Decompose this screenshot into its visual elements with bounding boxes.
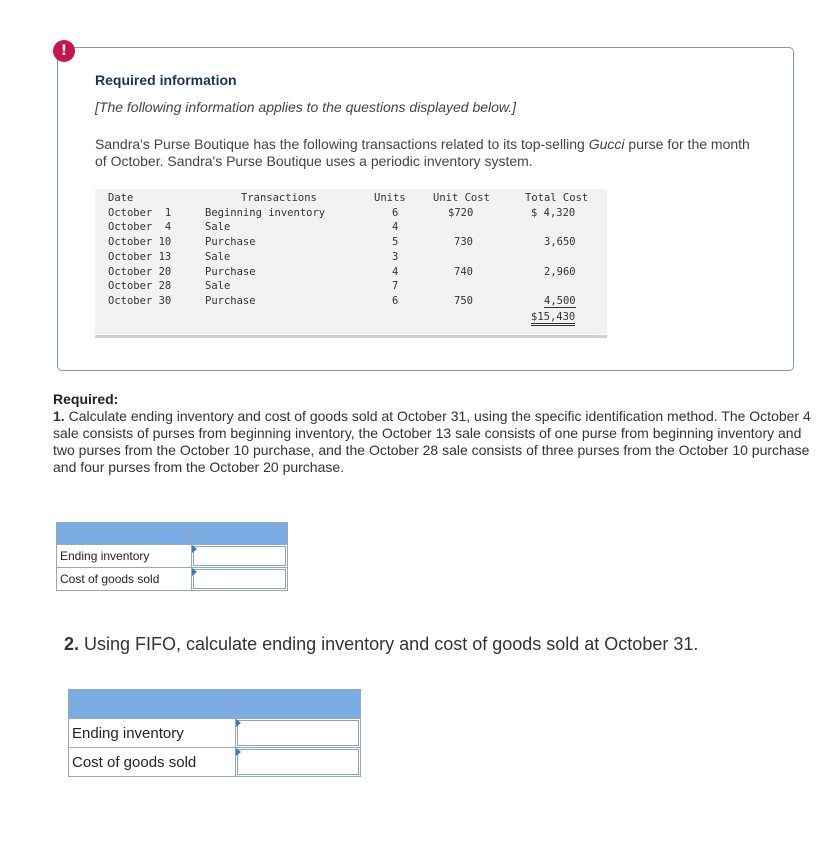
question-1-text: Calculate ending inventory and cost of goods sold at October 31, using the specific identification method. The October 4 sale consists of purses from beginning inventory, the October 13 sale consists of one purse from beginning inventory and two purses from the October 10 purchase, and the October 28 sale consists of three purses from the October 10 purchase and four purses from the October 20 purchase. — [53, 408, 811, 475]
row-date: October 30 — [108, 295, 172, 307]
row-unit-cost: 750 — [454, 295, 473, 307]
row-date: October 10 — [108, 236, 172, 248]
answer-header-cell — [192, 523, 288, 545]
row-units: 3 — [392, 251, 399, 263]
question-1 — [53, 408, 813, 476]
alert-icon: ! — [53, 40, 75, 62]
row-unit-cost: 730 — [454, 236, 473, 248]
row-units: 6 — [392, 295, 399, 307]
desc-text-b: purse for the month of October. Sandra's Purse Boutique uses a periodic inventory system. — [95, 136, 750, 169]
header-units: Units — [374, 192, 406, 204]
row-units: 6 — [392, 207, 399, 219]
header-total-cost: Total Cost — [525, 192, 589, 204]
header-transactions: Transactions — [241, 192, 317, 204]
cost-of-goods-sold-input[interactable] — [192, 568, 288, 591]
row-transaction: Sale — [205, 251, 231, 263]
row-units: 4 — [392, 266, 399, 278]
answer-header-cell — [57, 523, 192, 545]
cost-of-goods-sold-label: Cost of goods sold — [69, 748, 236, 777]
row-date: October 20 — [108, 266, 172, 278]
row-transaction: Purchase — [205, 236, 256, 248]
question-2-number: 2. — [64, 634, 80, 654]
info-description — [95, 136, 755, 170]
grand-total: $15,430 — [531, 311, 575, 326]
info-subtitle: [The following information applies to the questions displayed below.] — [95, 99, 517, 115]
question-2-text: Using FIFO, calculate ending inventory and cost of goods sold at October 31. — [79, 634, 699, 654]
question-2 — [64, 634, 698, 655]
cost-of-goods-sold-label: Cost of goods sold — [57, 568, 192, 591]
row-transaction: Purchase — [205, 295, 256, 307]
desc-brand: Gucci — [588, 136, 625, 152]
row-total: 4,500 — [544, 295, 576, 307]
row-date: October 28 — [108, 280, 172, 292]
row-transaction: Beginning inventory — [205, 207, 326, 219]
row-transaction: Sale — [205, 221, 231, 233]
row-date: October 4 — [108, 221, 172, 233]
row-units: 4 — [392, 221, 399, 233]
header-unit-cost: Unit Cost — [433, 192, 490, 204]
header-date: Date — [108, 192, 134, 204]
answer-header-cell — [236, 690, 361, 719]
row-transaction: Sale — [205, 280, 231, 292]
row-units: 7 — [392, 280, 399, 292]
answer-header-cell — [69, 690, 236, 719]
row-total: 2,960 — [544, 266, 576, 278]
ending-inventory-input[interactable] — [192, 545, 288, 568]
row-units: 5 — [392, 236, 399, 248]
ending-inventory-label: Ending inventory — [69, 719, 236, 748]
answer-table-1 — [56, 522, 288, 591]
transactions-table — [95, 189, 607, 334]
row-total: $ 4,320 — [531, 207, 576, 219]
table-bottom-rule — [95, 335, 607, 338]
question-1-number: 1. — [53, 408, 65, 424]
row-transaction: Purchase — [205, 266, 256, 278]
ending-inventory-input[interactable] — [236, 719, 361, 748]
ending-inventory-label: Ending inventory — [57, 545, 192, 568]
cost-of-goods-sold-input[interactable] — [236, 748, 361, 777]
desc-text-a: Sandra's Purse Boutique has the following transactions related to its top-selling — [95, 136, 589, 152]
answer-table-2 — [68, 689, 361, 777]
row-unit-cost: 740 — [454, 266, 473, 278]
row-total: 3,650 — [544, 236, 576, 248]
required-heading: Required: — [53, 391, 119, 407]
row-date: October 1 — [108, 207, 172, 219]
info-title: Required information — [95, 72, 237, 88]
row-date: October 13 — [108, 251, 172, 263]
row-unit-cost: $720 — [448, 207, 474, 219]
